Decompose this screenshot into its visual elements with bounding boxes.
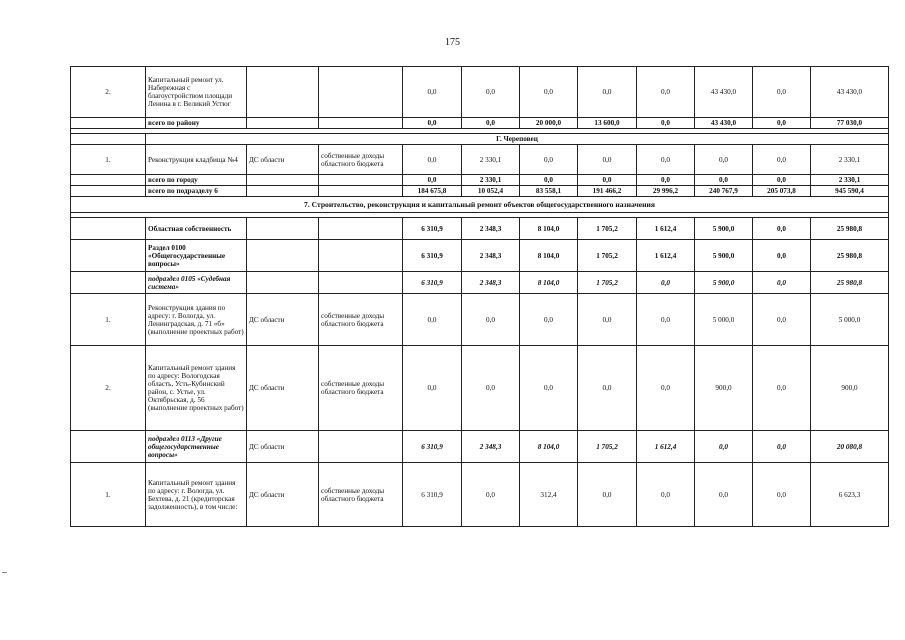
value-cell: 5 900,0 [695,218,753,240]
value-cell: 0,0 [637,346,695,431]
value-cell: 25 980,8 [811,240,889,272]
value-cell: 5 900,0 [695,272,753,294]
value-cell: 0,0 [462,463,520,527]
empty-cell [247,240,319,272]
row-label: подраздел 0105 «Судебная система» [146,272,247,294]
table-row [71,197,889,213]
empty-cell [71,186,146,197]
value-cell: 77 030,0 [811,118,889,129]
value-cell: 0,0 [403,118,462,129]
value-cell: 25 980,8 [811,218,889,240]
value-cell: 0,0 [520,67,578,118]
value-cell: 5 900,0 [695,240,753,272]
empty-cell [319,118,403,129]
value-cell: 0,0 [637,294,695,346]
value-cell: 43 430,0 [811,67,889,118]
row-index: 1. [71,294,146,346]
value-cell: 0,0 [578,463,637,527]
value-cell: 0,0 [753,145,811,175]
value-cell: 10 052,4 [462,186,520,197]
value-cell: 0,0 [695,145,753,175]
empty-cell [71,218,146,240]
value-cell: 1 612,4 [637,431,695,463]
value-cell: 945 590,4 [811,186,889,197]
value-cell: 0,0 [753,175,811,186]
funding-type: собственные доходы областного бюджета [319,294,403,346]
funding-source: ДС области [247,294,319,346]
value-cell: 0,0 [637,463,695,527]
row-index: 2. [71,346,146,431]
value-cell: 0,0 [578,346,637,431]
value-cell: 1 705,2 [578,218,637,240]
value-cell: 0,0 [578,175,637,186]
empty-cell [247,118,319,129]
value-cell: 13 600,0 [578,118,637,129]
empty-cell [247,175,319,186]
row-label: всего по району [146,118,247,129]
value-cell: 0,0 [753,67,811,118]
value-cell: 5 000,0 [811,294,889,346]
value-cell: 0,0 [753,118,811,129]
value-cell: 2 348,3 [462,272,520,294]
value-cell: 0,0 [695,175,753,186]
table-row [71,272,889,294]
funding-type: собственные доходы областного бюджета [319,346,403,431]
value-cell: 43 430,0 [695,118,753,129]
section-title: 7. Строительство, реконструкция и капитальный ремонт объектов общегосударственного назначения [71,197,889,213]
empty-cell [319,240,403,272]
value-cell: 0,0 [520,175,578,186]
value-cell: 0,0 [753,272,811,294]
value-cell: 83 558,1 [520,186,578,197]
value-cell: 2 330,1 [462,175,520,186]
page-number: 175 [445,37,460,48]
value-cell: 0,0 [578,145,637,175]
empty-cell [247,218,319,240]
row-label: Раздел 0100 «Общегосударственные вопросы» [146,240,247,272]
value-cell: 900,0 [811,346,889,431]
value-cell: 20 080,8 [811,431,889,463]
scan-mark [2,572,7,573]
value-cell: 1 705,2 [578,240,637,272]
value-cell: 6 310,9 [403,240,462,272]
value-cell: 6 623,3 [811,463,889,527]
table-row [71,118,889,129]
row-index: 1. [71,463,146,527]
value-cell: 191 466,2 [578,186,637,197]
empty-cell [319,218,403,240]
value-cell: 6 310,9 [403,463,462,527]
value-cell: 1 612,4 [637,218,695,240]
funding-source: ДС области [247,145,319,175]
value-cell: 0,0 [403,145,462,175]
value-cell: 0,0 [578,294,637,346]
value-cell: 2 348,3 [462,240,520,272]
funding-source [247,67,319,118]
empty-cell [71,118,146,129]
value-cell: 20 000,0 [520,118,578,129]
row-label: Областная собственность [146,218,247,240]
empty-cell [71,272,146,294]
empty-cell [247,186,319,197]
value-cell: 0,0 [637,175,695,186]
table-row [71,175,889,186]
row-index: 2. [71,67,146,118]
row-label: Капитальный ремонт здания по адресу: г. Вологда, ул. Бехтева, д. 21 (кредиторская задолженность), в том числе: [146,463,247,527]
value-cell: 0,0 [637,118,695,129]
value-cell: 2 348,3 [462,218,520,240]
value-cell: 0,0 [637,145,695,175]
value-cell: 0,0 [753,463,811,527]
funding-source: ДС области [247,431,319,463]
value-cell: 0,0 [578,67,637,118]
table-row [71,294,889,346]
value-cell: 0,0 [403,175,462,186]
value-cell: 8 104,0 [520,218,578,240]
table-row [71,240,889,272]
table-row [71,218,889,240]
budget-table [70,66,889,527]
value-cell: 0,0 [695,431,753,463]
row-label: Капитальный ремонт здания по адресу: Вологодская область, Усть-Кубинский район, с. Устье, ул. Октябрьская, д. 56 (выполнение проектных работ) [146,346,247,431]
row-label: Реконструкция здания по адресу: г. Вологда, ул. Ленинградская, д. 71 «б» (выполнение проектных работ) [146,294,247,346]
value-cell: 1 705,2 [578,272,637,294]
value-cell: 1 612,4 [637,240,695,272]
value-cell: 29 996,2 [637,186,695,197]
table-row [71,134,889,145]
empty-cell [319,272,403,294]
value-cell: 0,0 [637,272,695,294]
value-cell: 0,0 [403,67,462,118]
table-row [71,67,889,118]
table-row [71,186,889,197]
value-cell: 1 705,2 [578,431,637,463]
empty-cell [319,431,403,463]
value-cell: 0,0 [462,67,520,118]
table-row [71,145,889,175]
funding-type [319,67,403,118]
value-cell: 0,0 [753,240,811,272]
value-cell: 2 330,1 [462,145,520,175]
funding-type: собственные доходы областного бюджета [319,463,403,527]
empty-cell [247,272,319,294]
value-cell: 2 330,1 [811,145,889,175]
empty-cell [71,431,146,463]
table-row [71,431,889,463]
value-cell: 2 330,1 [811,175,889,186]
value-cell: 0,0 [520,294,578,346]
empty-cell [319,175,403,186]
value-cell: 205 073,8 [753,186,811,197]
value-cell: 0,0 [462,118,520,129]
value-cell: 0,0 [637,67,695,118]
row-label: Капитальный ремонт ул. Набережная с благоустройством площади Ленина в г. Великий Устюг [146,67,247,118]
funding-source: ДС области [247,463,319,527]
value-cell: 184 675,8 [403,186,462,197]
value-cell: 0,0 [753,218,811,240]
table-row [71,346,889,431]
value-cell: 8 104,0 [520,240,578,272]
row-label: подраздел 0113 «Другие общегосударственные вопросы» [146,431,247,463]
value-cell: 43 430,0 [695,67,753,118]
value-cell: 2 348,3 [462,431,520,463]
value-cell: 0,0 [753,346,811,431]
row-index: 1. [71,145,146,175]
value-cell: 312,4 [520,463,578,527]
value-cell: 0,0 [403,294,462,346]
value-cell: 0,0 [695,463,753,527]
empty-cell [319,186,403,197]
value-cell: 0,0 [753,294,811,346]
value-cell: 0,0 [403,346,462,431]
value-cell: 0,0 [753,431,811,463]
value-cell: 0,0 [520,145,578,175]
value-cell: 6 310,9 [403,218,462,240]
city-title: Г. Череповец [146,134,889,145]
value-cell: 0,0 [462,346,520,431]
value-cell: 8 104,0 [520,272,578,294]
empty-cell [71,175,146,186]
value-cell: 25 980,8 [811,272,889,294]
value-cell: 8 104,0 [520,431,578,463]
value-cell: 900,0 [695,346,753,431]
row-label: Реконструкция кладбища №4 [146,145,247,175]
value-cell: 0,0 [520,346,578,431]
empty-cell [71,134,146,145]
value-cell: 5 000,0 [695,294,753,346]
empty-cell [71,240,146,272]
value-cell: 240 767,9 [695,186,753,197]
value-cell: 0,0 [462,294,520,346]
funding-source: ДС области [247,346,319,431]
value-cell: 6 310,9 [403,272,462,294]
funding-type: собственные доходы областного бюджета [319,145,403,175]
row-label: всего по подразделу 6 [146,186,247,197]
value-cell: 6 310,9 [403,431,462,463]
row-label: всего по городу [146,175,247,186]
table-row [71,463,889,527]
